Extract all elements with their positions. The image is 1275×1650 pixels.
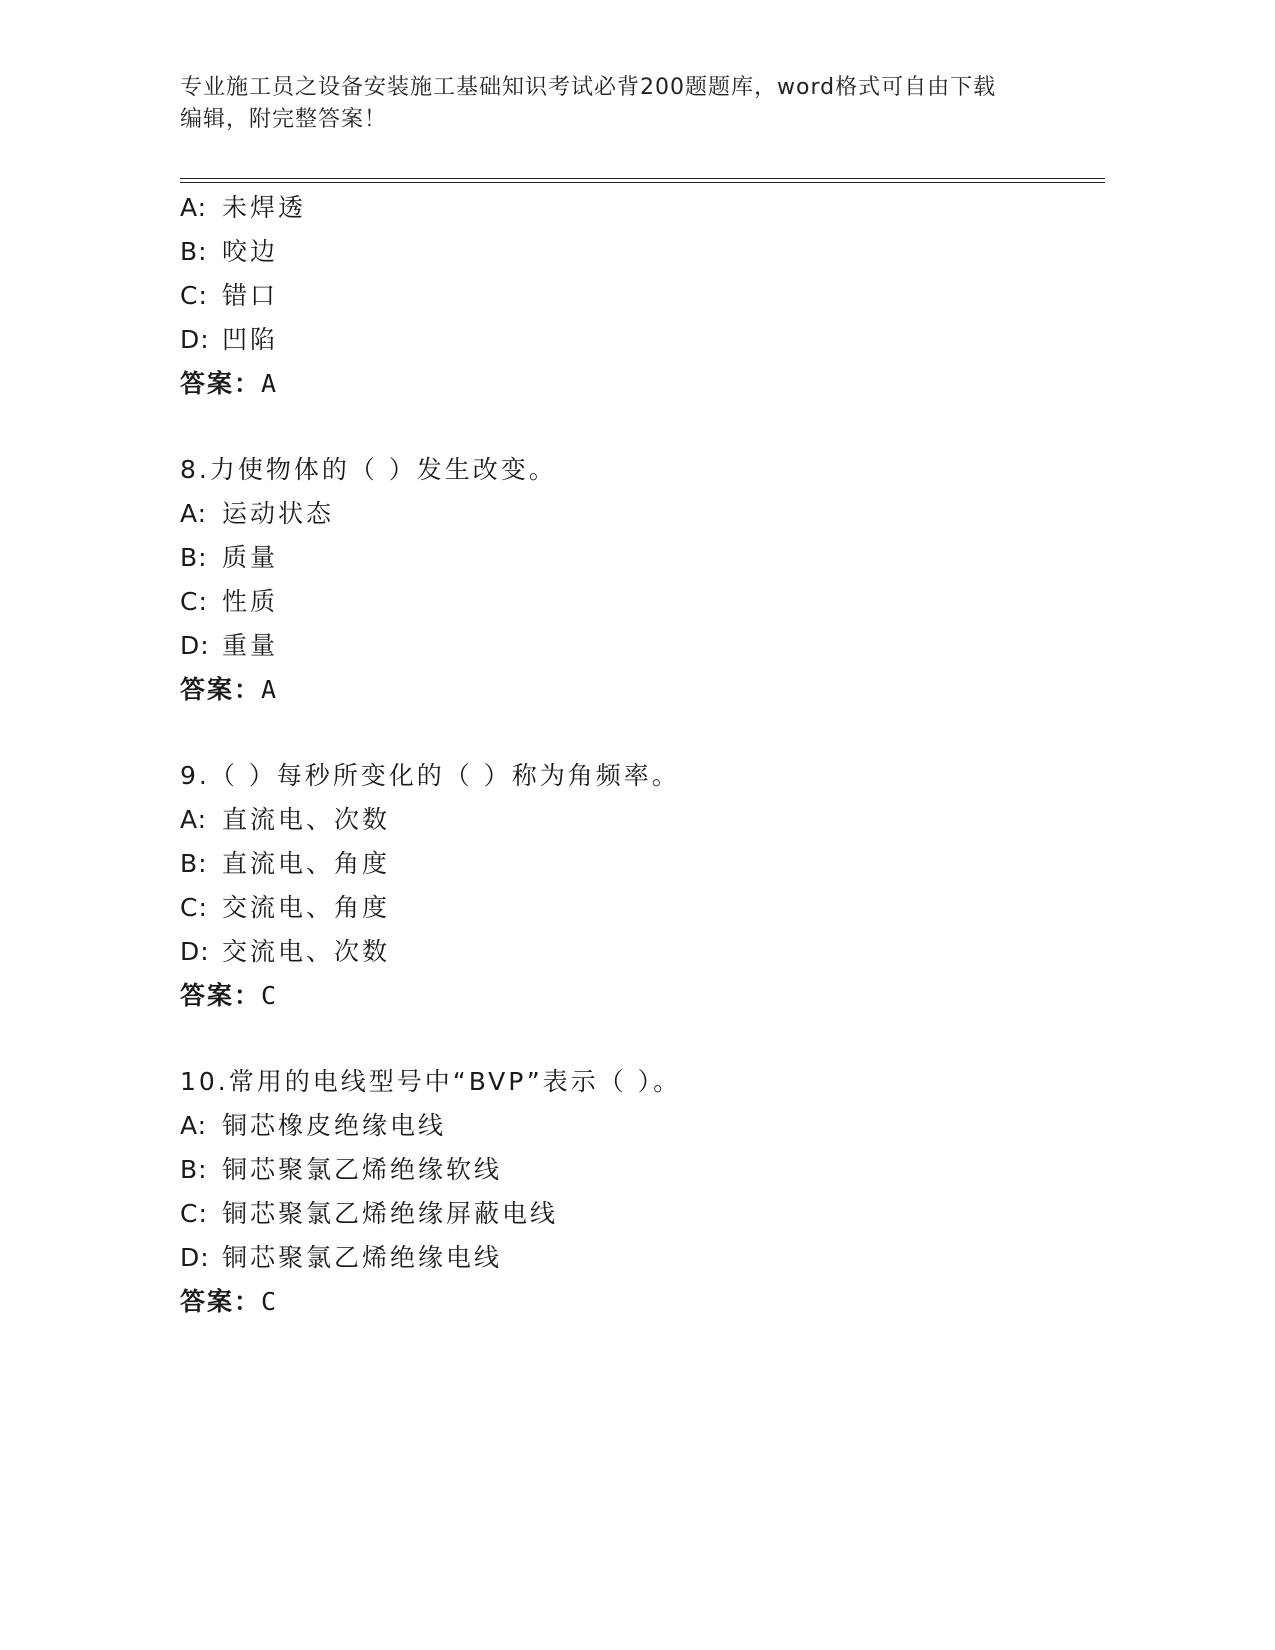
answer-label: 答案： xyxy=(180,981,262,1010)
answer-line xyxy=(180,974,1105,1018)
option-item xyxy=(180,1236,1105,1280)
question-list xyxy=(180,186,1105,1324)
option-text: 直流电、角度 xyxy=(222,849,391,878)
option-item xyxy=(180,536,1105,580)
option-item xyxy=(180,798,1105,842)
option-item xyxy=(180,1192,1105,1236)
header-title-line-2: 编辑，附完整答案！ xyxy=(180,107,388,132)
option-key: C: xyxy=(180,893,208,922)
question-block xyxy=(180,1060,1105,1324)
option-text: 铜芯橡皮绝缘电线 xyxy=(222,1111,447,1140)
question-block xyxy=(180,186,1105,406)
answer-label: 答案： xyxy=(180,369,262,398)
option-key: D: xyxy=(180,631,210,660)
option-key: C: xyxy=(180,587,208,616)
option-item xyxy=(180,186,1105,230)
option-key: D: xyxy=(180,937,210,966)
option-key: A: xyxy=(180,193,208,222)
option-text: 咬边 xyxy=(222,237,279,266)
answer-value: A xyxy=(261,369,279,398)
answer-line xyxy=(180,668,1105,712)
option-text: 交流电、次数 xyxy=(222,937,391,966)
option-item xyxy=(180,842,1105,886)
question-text: 9.（ ）每秒所变化的（ ）称为角频率。 xyxy=(180,761,680,790)
option-text: 性质 xyxy=(222,587,279,616)
option-text: 交流电、角度 xyxy=(222,893,391,922)
option-key: D: xyxy=(180,325,210,354)
option-key: C: xyxy=(180,281,208,310)
option-text: 质量 xyxy=(222,543,279,572)
option-item xyxy=(180,274,1105,318)
option-text: 凹陷 xyxy=(222,325,279,354)
option-key: B: xyxy=(180,1155,208,1184)
answer-label: 答案： xyxy=(180,1287,262,1316)
question-block xyxy=(180,448,1105,712)
answer-line xyxy=(180,1280,1105,1324)
option-key: B: xyxy=(180,543,208,572)
option-key: B: xyxy=(180,849,208,878)
answer-value: A xyxy=(261,675,279,704)
option-item xyxy=(180,580,1105,624)
option-text: 直流电、次数 xyxy=(222,805,391,834)
answer-line xyxy=(180,362,1105,406)
answer-value: C xyxy=(261,981,279,1010)
question-text: 8.力使物体的（ ）发生改变。 xyxy=(180,455,557,484)
option-item xyxy=(180,1148,1105,1192)
option-text: 错口 xyxy=(222,281,279,310)
block-spacer xyxy=(180,406,1105,448)
option-key: B: xyxy=(180,237,208,266)
option-item xyxy=(180,624,1105,668)
header-double-rule xyxy=(180,178,1105,183)
block-spacer xyxy=(180,712,1105,754)
header-title-line-1: 专业施工员之设备安装施工基础知识考试必背200题题库，word格式可自由下载 xyxy=(180,75,997,100)
option-key: A: xyxy=(180,805,208,834)
option-item xyxy=(180,230,1105,274)
option-key: A: xyxy=(180,499,208,528)
option-text: 运动状态 xyxy=(222,499,335,528)
document-header xyxy=(180,72,1040,136)
question-text: 10.常用的电线型号中“BVP”表示（ ）。 xyxy=(180,1067,682,1096)
option-item xyxy=(180,492,1105,536)
option-item xyxy=(180,930,1105,974)
answer-label: 答案： xyxy=(180,675,262,704)
option-text: 铜芯聚氯乙烯绝缘软线 xyxy=(222,1155,503,1184)
option-text: 未焊透 xyxy=(222,193,307,222)
option-item xyxy=(180,886,1105,930)
block-spacer xyxy=(180,1018,1105,1060)
option-item xyxy=(180,318,1105,362)
question-block xyxy=(180,754,1105,1018)
option-item xyxy=(180,1104,1105,1148)
option-key: A: xyxy=(180,1111,208,1140)
option-text: 重量 xyxy=(222,631,279,660)
option-text: 铜芯聚氯乙烯绝缘屏蔽电线 xyxy=(222,1199,559,1228)
option-key: D: xyxy=(180,1243,210,1272)
option-key: C: xyxy=(180,1199,208,1228)
option-text: 铜芯聚氯乙烯绝缘电线 xyxy=(222,1243,503,1272)
answer-value: C xyxy=(261,1287,279,1316)
